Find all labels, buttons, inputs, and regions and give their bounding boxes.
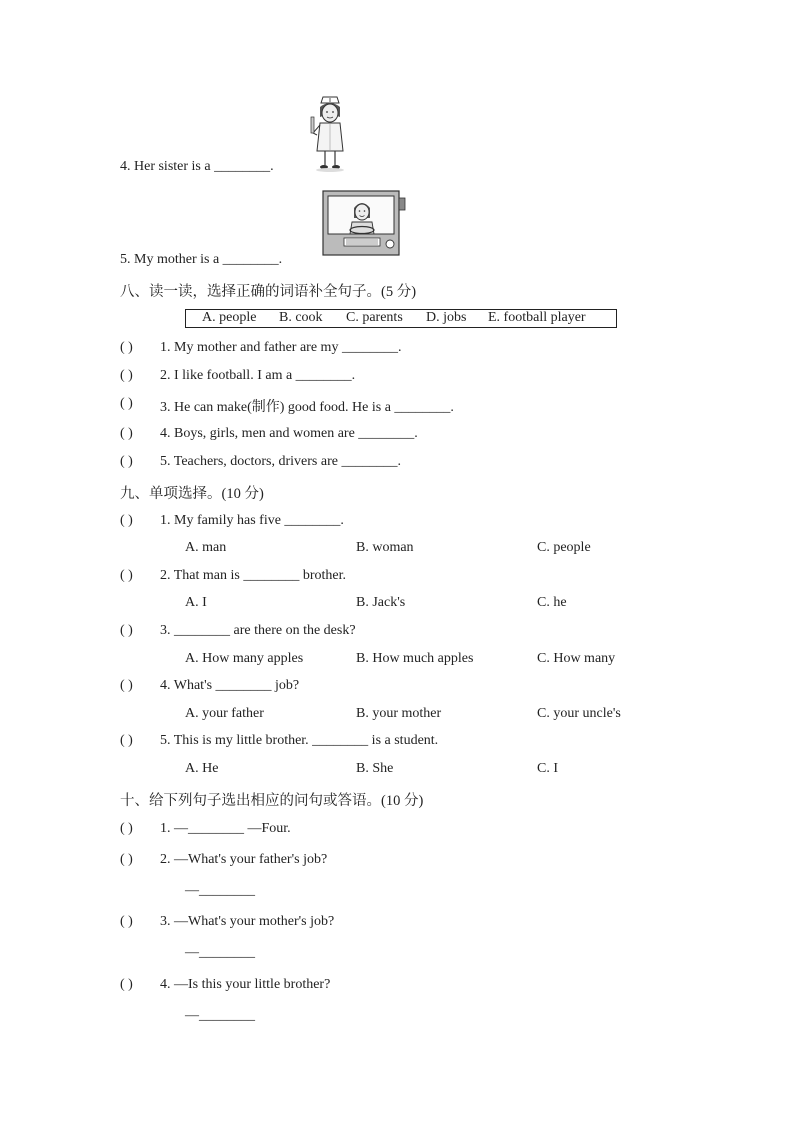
question-text: 2. —What's your father's job? — [160, 852, 328, 867]
word-bank — [185, 309, 617, 328]
question-5: 5. My mother is a ________. — [120, 252, 283, 267]
answer-line: —________ — [185, 1008, 255, 1023]
option-b: B. She — [356, 761, 394, 776]
option-a: A. He — [185, 761, 219, 776]
option-b: B. Jack's — [356, 595, 406, 610]
question-text: 3. He can make(制作) good food. He is a ________. — [160, 400, 454, 415]
option-b: B. woman — [356, 540, 414, 555]
question-text: 4. What's ________ job? — [160, 678, 300, 693]
answer-paren[interactable]: ( ) — [120, 368, 133, 383]
bus-driver-illustration — [322, 188, 408, 258]
answer-paren[interactable]: ( ) — [120, 454, 133, 469]
question-text: 1. My family has five ________. — [160, 513, 344, 528]
answer-paren[interactable]: ( ) — [120, 733, 133, 748]
option-c: C. he — [537, 595, 567, 610]
word-bank-item: D. jobs — [426, 310, 467, 325]
question-text: 4. Boys, girls, men and women are ________. — [160, 426, 418, 441]
question-text: 3. —What's your mother's job? — [160, 914, 335, 929]
answer-paren[interactable]: ( ) — [120, 513, 133, 528]
option-a: A. I — [185, 595, 207, 610]
answer-paren[interactable]: ( ) — [120, 977, 133, 992]
question-text: 3. ________ are there on the desk? — [160, 623, 356, 638]
answer-paren[interactable]: ( ) — [120, 914, 133, 929]
word-bank-item: B. cook — [279, 310, 323, 325]
word-bank-item: E. football player — [488, 310, 586, 325]
answer-paren[interactable]: ( ) — [120, 623, 133, 638]
option-b: B. your mother — [356, 706, 442, 721]
option-a: A. your father — [185, 706, 264, 721]
answer-paren[interactable]: ( ) — [120, 821, 133, 836]
answer-paren[interactable]: ( ) — [120, 852, 133, 867]
option-a: A. man — [185, 540, 227, 555]
option-c: C. people — [537, 540, 591, 555]
section-10-heading: 十、给下列句子选出相应的问句或答语。(10 分) — [120, 793, 424, 809]
section-9-heading: 九、单项选择。(10 分) — [120, 486, 264, 502]
question-text: 2. That man is ________ brother. — [160, 568, 346, 583]
option-c: C. How many — [537, 651, 616, 666]
answer-paren[interactable]: ( ) — [120, 340, 133, 355]
option-a: A. How many apples — [185, 651, 304, 666]
option-c: C. I — [537, 761, 558, 776]
answer-paren[interactable]: ( ) — [120, 396, 133, 411]
question-text: 4. —Is this your little brother? — [160, 977, 331, 992]
answer-line: —________ — [185, 945, 255, 960]
option-c: C. your uncle's — [537, 706, 621, 721]
answer-paren[interactable]: ( ) — [120, 678, 133, 693]
question-text: 1. —________ —Four. — [160, 821, 291, 836]
question-4: 4. Her sister is a ________. — [120, 159, 274, 174]
question-text: 5. Teachers, doctors, drivers are ________. — [160, 454, 401, 469]
nurse-illustration — [305, 95, 355, 173]
word-bank-item: C. parents — [346, 310, 403, 325]
answer-line: —________ — [185, 883, 255, 898]
word-bank-item: A. people — [202, 310, 257, 325]
question-text: 1. My mother and father are my ________. — [160, 340, 402, 355]
answer-paren[interactable]: ( ) — [120, 568, 133, 583]
option-b: B. How much apples — [356, 651, 474, 666]
section-8-heading: 八、读一读，选择正确的词语补全句子。(5 分) — [120, 284, 417, 300]
answer-paren[interactable]: ( ) — [120, 426, 133, 441]
question-text: 5. This is my little brother. ________ is a student. — [160, 733, 439, 748]
question-text: 2. I like football. I am a ________. — [160, 368, 356, 383]
